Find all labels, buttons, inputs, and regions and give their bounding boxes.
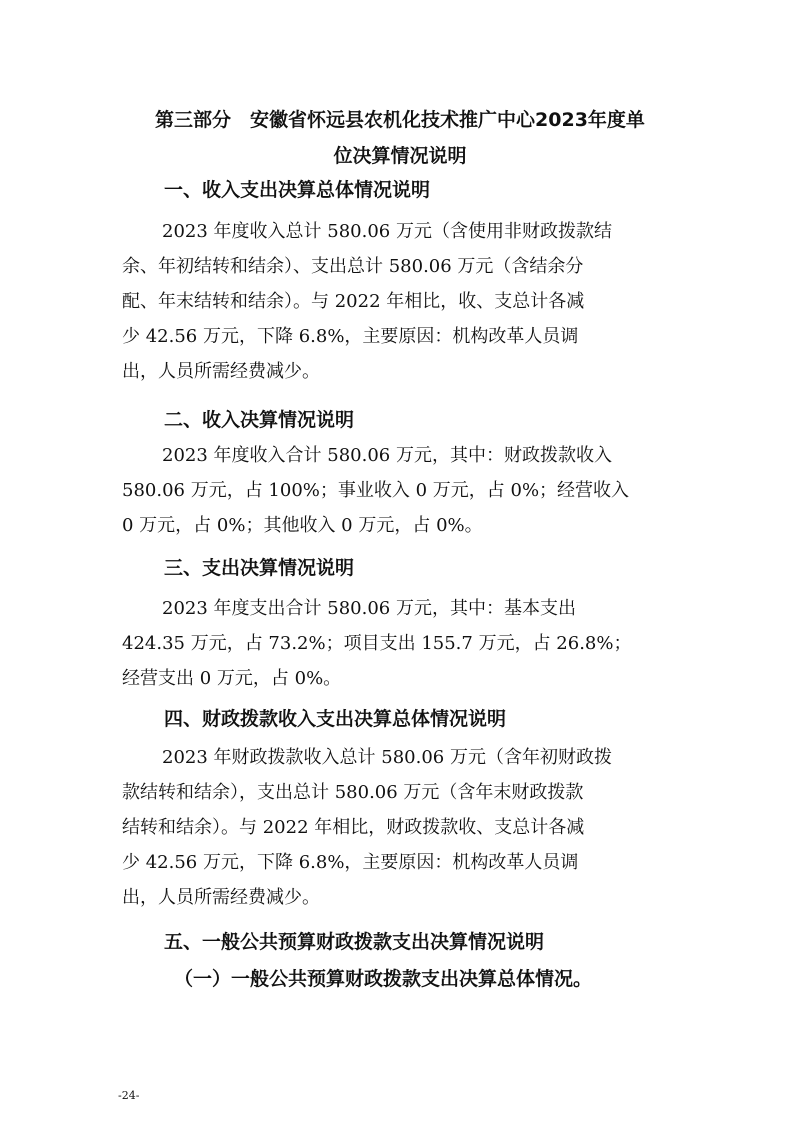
section-paragraph-1 xyxy=(122,214,612,389)
title-line-2: 位决算情况说明 xyxy=(333,145,467,167)
section-paragraph-4 xyxy=(122,740,612,915)
title-line-1: 第三部分 安徽省怀远县农机化技术推广中心2023年度单 xyxy=(155,109,645,131)
paragraph-line: 2023 年度收入总计 580.06 万元（含使用非财政拨款结 xyxy=(162,221,612,242)
paragraph-line: 2023 年度收入合计 580.06 万元，其中：财政拨款收入 xyxy=(162,445,612,466)
paragraph-line: 出，人员所需经费减少。 xyxy=(122,361,320,382)
paragraph-line: 配、年末结转和结余）。与 2022 年相比，收、支总计各减 xyxy=(122,291,585,312)
section-heading-2: 二、收入决算情况说明 xyxy=(164,409,355,431)
paragraph-line: 少 42.56 万元，下降 6.8%，主要原因：机构改革人员调 xyxy=(122,326,579,347)
paragraph-line: 424.35 万元，占 73.2%；项目支出 155.7 万元，占 26.8%； xyxy=(122,633,632,654)
paragraph-line: 0 万元，占 0%；其他收入 0 万元，占 0%。 xyxy=(122,515,483,536)
section-paragraph-3 xyxy=(122,591,631,696)
paragraph-line: 经营支出 0 万元，占 0%。 xyxy=(122,668,342,689)
paragraph-line: 2023 年财政拨款收入总计 580.06 万元（含年初财政拨 xyxy=(162,747,612,768)
paragraph-line: 余、年初结转和结余）、支出总计 580.06 万元（含结余分 xyxy=(122,256,584,277)
section-heading-1: 一、收入支出决算总体情况说明 xyxy=(164,179,431,201)
section-heading-5: 五、一般公共预算财政拨款支出决算情况说明 xyxy=(164,931,545,953)
section-heading-4: 四、财政拨款收入支出决算总体情况说明 xyxy=(164,708,507,730)
paragraph-line: 款结转和结余），支出总计 580.06 万元（含年末财政拨款 xyxy=(122,782,584,803)
paragraph-line: 结转和结余）。与 2022 年相比，财政拨款收、支总计各减 xyxy=(122,817,585,838)
section-paragraph-2 xyxy=(122,438,629,543)
paragraph-line: 出，人员所需经费减少。 xyxy=(122,887,320,908)
paragraph-line: 2023 年度支出合计 580.06 万元，其中：基本支出 xyxy=(162,598,576,619)
subsection-heading-5-1: （一）一般公共预算财政拨款支出决算总体情况。 xyxy=(174,968,593,990)
paragraph-line: 580.06 万元，占 100%；事业收入 0 万元，占 0%；经营收入 xyxy=(122,480,630,501)
paragraph-line: 少 42.56 万元，下降 6.8%，主要原因：机构改革人员调 xyxy=(122,852,579,873)
page-number: -24- xyxy=(118,1089,140,1102)
section-heading-3: 三、支出决算情况说明 xyxy=(164,557,355,579)
page-title xyxy=(120,102,680,174)
